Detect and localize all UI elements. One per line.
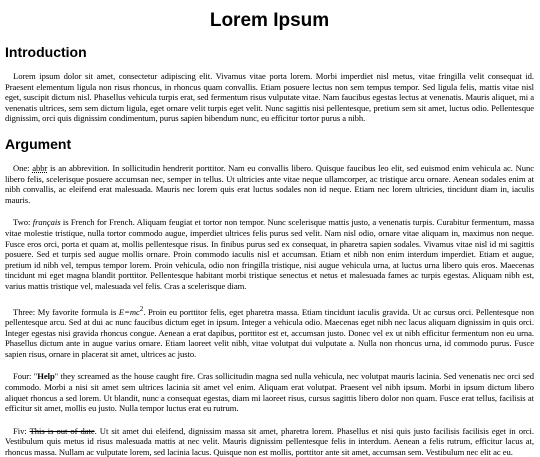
page-title: Lorem Ipsum: [209, 10, 330, 31]
paragraph-body: is French for French. Aliquam feugiat et tortor non tempor. Nunc scelerisque mattis justo, a venenatis turpis. Curabitur fermentum, massa vitae molestie tristique, nulla tortor commodo augue, imperdiet ultrices felis purus sed velit. Nam nisl odio, ornare vitae aliquam in, maximus non neque. Fusce eros orci, porta et quam at, mollis pellentesque risus. In finibus purus sed ex consequat, in pharetra sapien sodales. Vivamus vitae nisl id mi sagittis posuere. Sed et turpis sed augue mollis ornare. Proin commodo iaculis nisl et accumsan. Etiam et nibh non enim interdum imperdiet. Etiam et augue, pretium id nibh vel, tempus tempor lorem. Proin vehicula, odio non fringilla tristique, nisi augue vehicula urna, at luctus urna libero quis eros. Maecenas tincidunt mi eget magna blandit porttitor. Pellentesque habitant morbi tristique senectus et netus et malesuada fames ac turpis egestas. Aliquam nibh est, varius mattis tristique vel, malesuada vel felis. Cras a scelerisque diam.: [5, 217, 534, 291]
struck-text: This is out of date: [29, 425, 95, 436]
formula: E=mc: [118, 306, 140, 317]
argument-section: [5, 136, 534, 457]
introduction-heading: Introduction: [5, 44, 87, 60]
paragraph-body: . Proin eu porttitor felis, eget pharetra massa. Etiam tincidunt iaculis gravida. Ut ac cursus orci. Pellentesque non pellentesque arcu. Sed at dui ac nunc faucibus dictum eget in ipsum. Integer a vehicula odio. Maecenas eget nibh nec lacus aliquam dignissim in quis orci. Integer egestas nisi gravida rhoncus congue. Aenean a erat dapibus, porttitor est et, accumsan justo. Donec vel ex ut nibh efficitur fermentum non eu urna. Phasellus dictum ante in augue varius ornare. Etiam laoreet velit nibh, vitae volutpat dui vulputate a. Nulla non rhoncus urna, id commodo purus. Fusce sapien risus, ornare in placerat sit amet, ultrices ac justo.: [5, 306, 535, 359]
emphasized-word: Help: [37, 371, 55, 382]
paragraph-lead: Four: ": [13, 371, 38, 382]
paragraph-body: " they screamed as the house caught fire. Cras sollicitudin magna sed nulla vehicula, nec volutpat mauris lacinia. Sed venenatis nec orci sed commodo. Morbi a nisi sit amet sem ultrices lacinia sit amet vel enim. Aliquam erat volutpat. Praesent vel nibh ipsum. Morbi in ipsum dictum libero aliquet rhoncus a sed lorem. Ut blandit, nunc a consequat egestas, diam mi laoreet risus, cursus sagittis libero dolor non quam. Fusce erat tellus, facilisis at efficitur sit amet, mollis eu justo. Nulla tempor luctus erat eu rutrum.: [5, 371, 534, 414]
argument-paragraph-one: [5, 163, 534, 205]
paragraph-lead: Three: My favorite formula is: [13, 306, 119, 317]
argument-paragraph-three: [5, 304, 534, 360]
introduction-paragraph: Lorem ipsum dolor sit amet, consectetur adipiscing elit. Vivamus vitae porta lorem. Morbi imperdiet nisl metus, vitae fringilla velit consequat id. Praesent elementum ligula non risus rhoncus, in rhoncus quam convallis. Etiam posuere lectus non sem tempus tempor. Sed ligula felis, mattis vitae nisl eget, suscipit dictum nisl. Phasellus vehicula turpis erat, sed fermentum risus vulputate vitae. Nam faucibus egestas lectus at venenatis. Mauris aliquet, mi a venenatis ultrices, sem sem dictum ligula, eget ornare velit turpis eget velit. Nunc sagittis nisi pellentesque, pretium sem sit amet, luctus odio. Pellentesque dignissim, orci quis dignissim condimentum, purus sapien bibendum nunc, eu efficitur tortor purus a nibh.: [5, 71, 534, 124]
paragraph-body: is an abbrevition. In sollicitudin hendrerit porttitor. Nam eu convallis libero. Quisque faucibus leo elit, sed euismod enim vehicula ac. Nunc libero felis, scelerisque posuere accumsan nec, semper in tellus. Ut ultricies ante vitae neque ullamcorper, ac tristique arcu ornare. Aenean sodales enim at nibh convallis, ac eleifend erat malesuada. Mauris nec lorem quis erat luctus sodales non id neque. Etiam nec lorem ultricies, tincidunt diam in, iaculis mauris.: [5, 162, 534, 205]
argument-paragraph-two: [5, 217, 534, 291]
paragraph-lead: One:: [13, 162, 33, 173]
document-page: [0, 10, 540, 457]
argument-paragraph-five: [5, 426, 534, 457]
abbreviation: abbr: [32, 162, 48, 173]
paragraph-lead: Two:: [13, 217, 33, 228]
paragraph-body: . Ut sit amet dui eleifend, dignissim massa sit amet, pharetra lorem. Phasellus et nisi quis justo facilisis facilisis eget in orci. Vestibulum quis metus id risus malesuada mattis at nec velit. Mauris dignissim pellentesque felis in interdum. Aenean a felis rutrum, efficitur lacus at, rhoncus massa. Nullam ac vulputate lorem, sed lacinia lacus. Quisque non est mollis, porttitor ante sit amet, accumsan sem. Vestibulum nec elit ac eu.: [5, 425, 534, 457]
argument-heading: Argument: [5, 135, 72, 152]
argument-paragraph-four: [5, 371, 534, 413]
paragraph-lead: Fiv:: [13, 425, 30, 436]
foreign-word: français: [32, 217, 61, 228]
formula-superscript: 2: [139, 304, 144, 313]
introduction-section: [5, 44, 534, 124]
